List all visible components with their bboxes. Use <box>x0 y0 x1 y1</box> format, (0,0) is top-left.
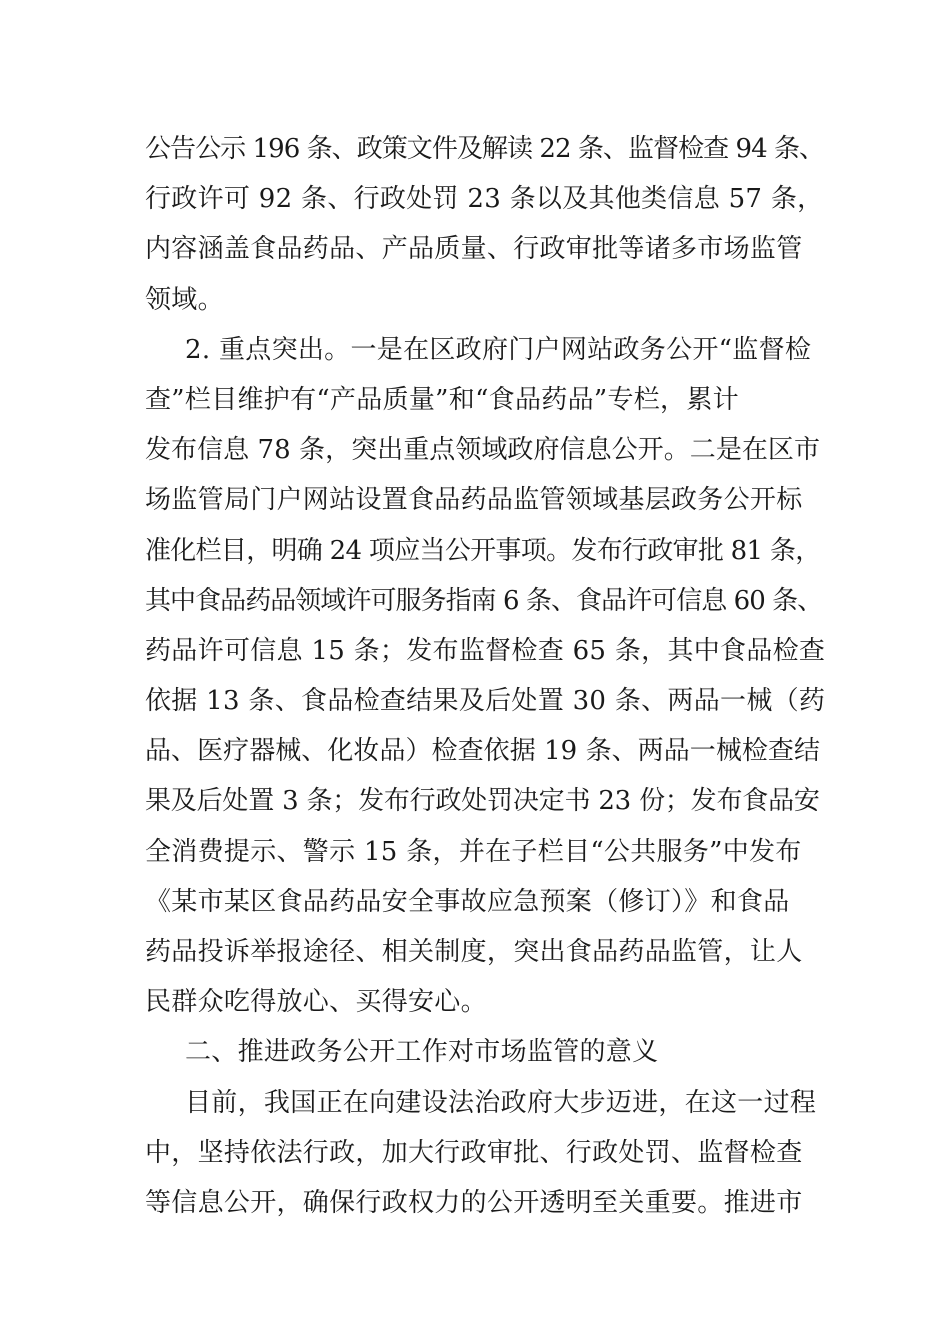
text-line: 准化栏目，明确 24 项应当公开事项。发布行政审批 81 条， <box>145 535 821 566</box>
text-line: 全消费提示、警示 15 条，并在子栏目“公共服务”中发布 <box>145 836 802 867</box>
text-line: 内容涵盖食品药品、产品质量、行政审批等诸多市场监管 <box>145 234 803 265</box>
text-line: 《某市某区食品药品安全事故应急预案（修订）》和食品 <box>145 886 790 917</box>
text-line: 领域。 <box>145 284 224 315</box>
text-line: 等信息公开，确保行政权力的公开透明至关重要。推进市 <box>145 1187 803 1218</box>
text-line: 依据 13 条、食品检查结果及后处置 30 条、两品一械（药 <box>145 686 826 717</box>
text-line: 公告公示 196 条、政策文件及解读 22 条、监督检查 94 条、 <box>145 134 825 164</box>
text-line: 场监管局门户网站设置食品药品监管领域基层政务公开标 <box>145 485 803 516</box>
paragraph-heading-line: 2. 重点突出。一是在区政府门户网站政务公开“监督检 <box>185 334 812 365</box>
text-line: 民群众吃得放心、买得安心。 <box>145 987 487 1018</box>
section-heading: 二、推进政务公开工作对市场监管的意义 <box>185 1037 659 1068</box>
text-line: 药品许可信息 15 条；发布监督检查 65 条，其中食品检查 <box>145 635 826 666</box>
text-line: 发布信息 78 条，突出重点领域政府信息公开。二是在区市 <box>145 435 821 466</box>
text-line: 品、医疗器械、化妆品）检查依据 19 条、两品一械检查结 <box>145 736 821 767</box>
text-line: 其中食品药品领域许可服务指南 6 条、食品许可信息 60 条、 <box>145 585 823 616</box>
text-line: 行政许可 92 条、行政处罚 23 条以及其他类信息 57 条， <box>145 184 824 215</box>
text-line: 目前，我国正在向建设法治政府大步迈进，在这一过程 <box>185 1087 817 1118</box>
text-line: 查”栏目维护有“产品质量”和“食品药品”专栏，累计 <box>145 384 739 415</box>
text-line: 中，坚持依法行政，加大行政审批、行政处罚、监督检查 <box>145 1137 803 1168</box>
document-body <box>145 124 825 1228</box>
text-line: 果及后处置 3 条；发布行政处罚决定书 23 份；发布食品安 <box>145 786 820 817</box>
text-line: 药品投诉举报途径、相关制度，突出食品药品监管，让人 <box>145 937 803 967</box>
